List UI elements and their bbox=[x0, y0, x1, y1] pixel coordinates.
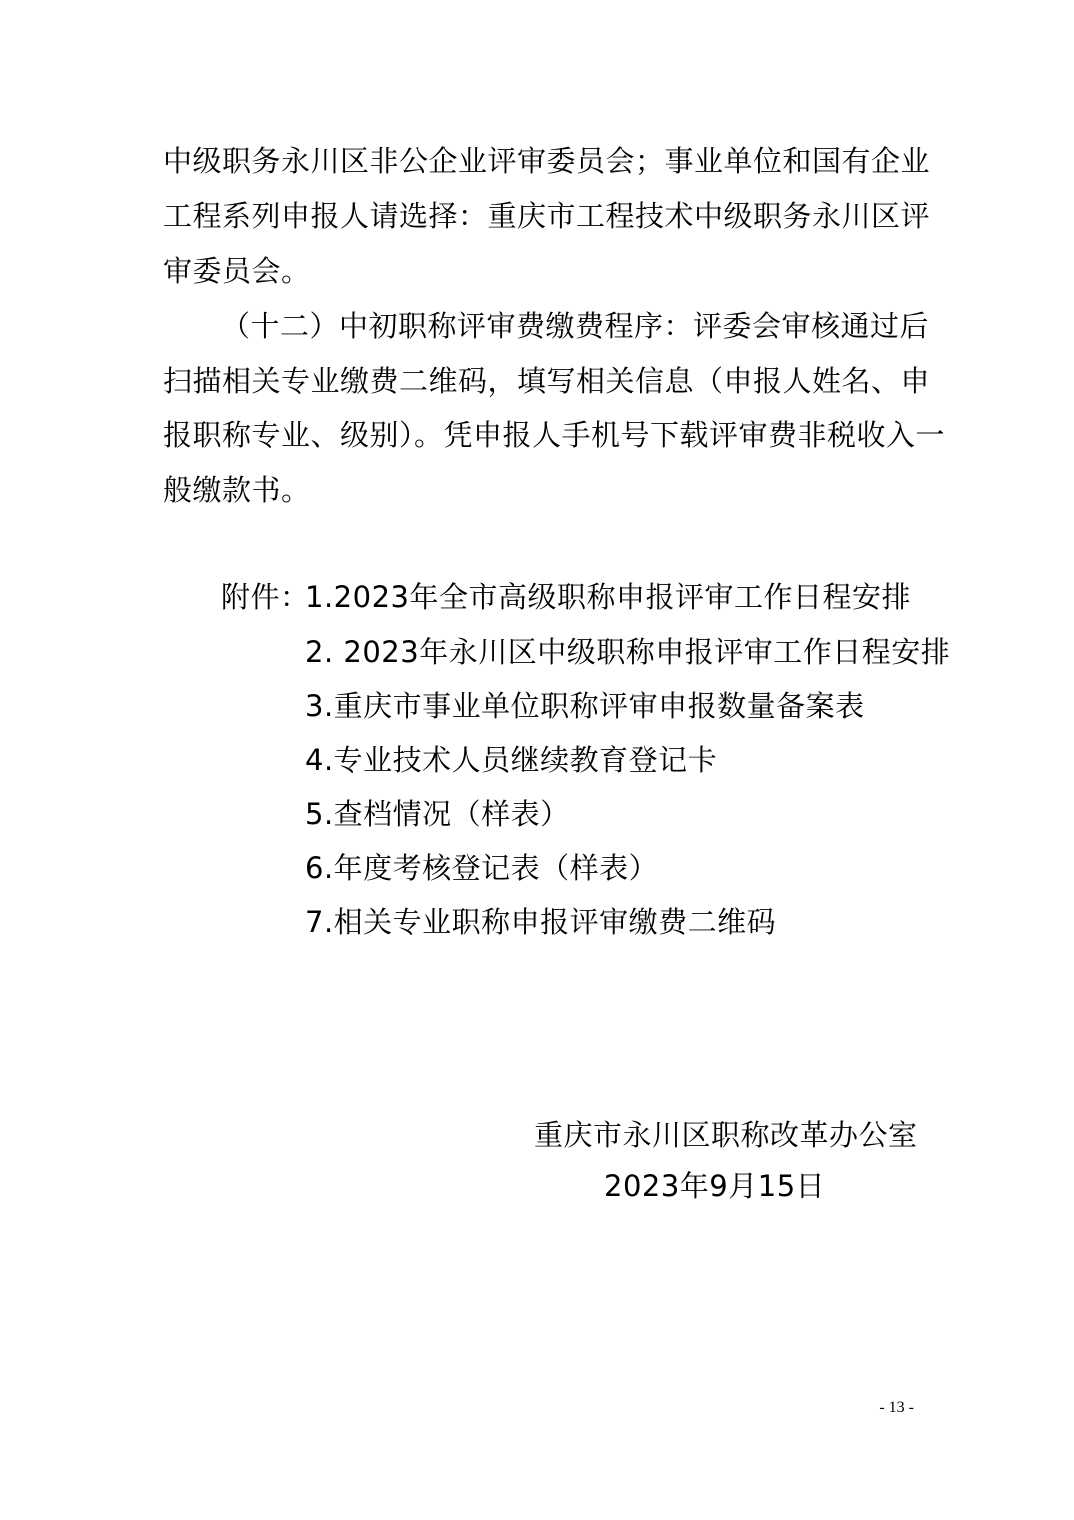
signature-date: 2023年9月15日 bbox=[604, 1169, 826, 1203]
signature-organization: 重庆市永川区职称改革办公室 bbox=[534, 1118, 918, 1152]
attachment-item-5: 5.查档情况（样表） bbox=[305, 797, 570, 831]
attachment-item-2: 2. 2023年永川区中级职称申报评审工作日程安排 bbox=[305, 635, 951, 669]
attachment-item-4: 4.专业技术人员继续教育登记卡 bbox=[305, 743, 718, 777]
paragraph-2-line-4: 般缴款书。 bbox=[163, 473, 311, 507]
attachment-item-7: 7.相关专业职称申报评审缴费二维码 bbox=[305, 905, 777, 939]
attachment-item-3: 3.重庆市事业单位职称评审申报数量备案表 bbox=[305, 689, 865, 723]
page-number: - 13 - bbox=[879, 1399, 914, 1416]
paragraph-2-line-2: 扫描相关专业缴费二维码，填写相关信息（申报人姓名、申 bbox=[163, 364, 931, 398]
attachment-item-1: 1.2023年全市高级职称申报评审工作日程安排 bbox=[305, 580, 911, 614]
attachment-item-6: 6.年度考核登记表（样表） bbox=[305, 851, 659, 885]
paragraph-1-line-1: 中级职务永川区非公企业评审委员会；事业单位和国有企业 bbox=[163, 144, 931, 178]
paragraph-1-line-2: 工程系列申报人请选择：重庆市工程技术中级职务永川区评 bbox=[163, 199, 931, 233]
paragraph-2-line-1: （十二）中初职称评审费缴费程序：评委会审核通过后 bbox=[221, 309, 930, 343]
paragraph-2-line-3: 报职称专业、级别）。凭申报人手机号下载评审费非税收入一 bbox=[163, 418, 946, 452]
paragraph-1-line-3: 审委员会。 bbox=[163, 254, 311, 288]
attachments-label: 附件： bbox=[221, 580, 310, 614]
